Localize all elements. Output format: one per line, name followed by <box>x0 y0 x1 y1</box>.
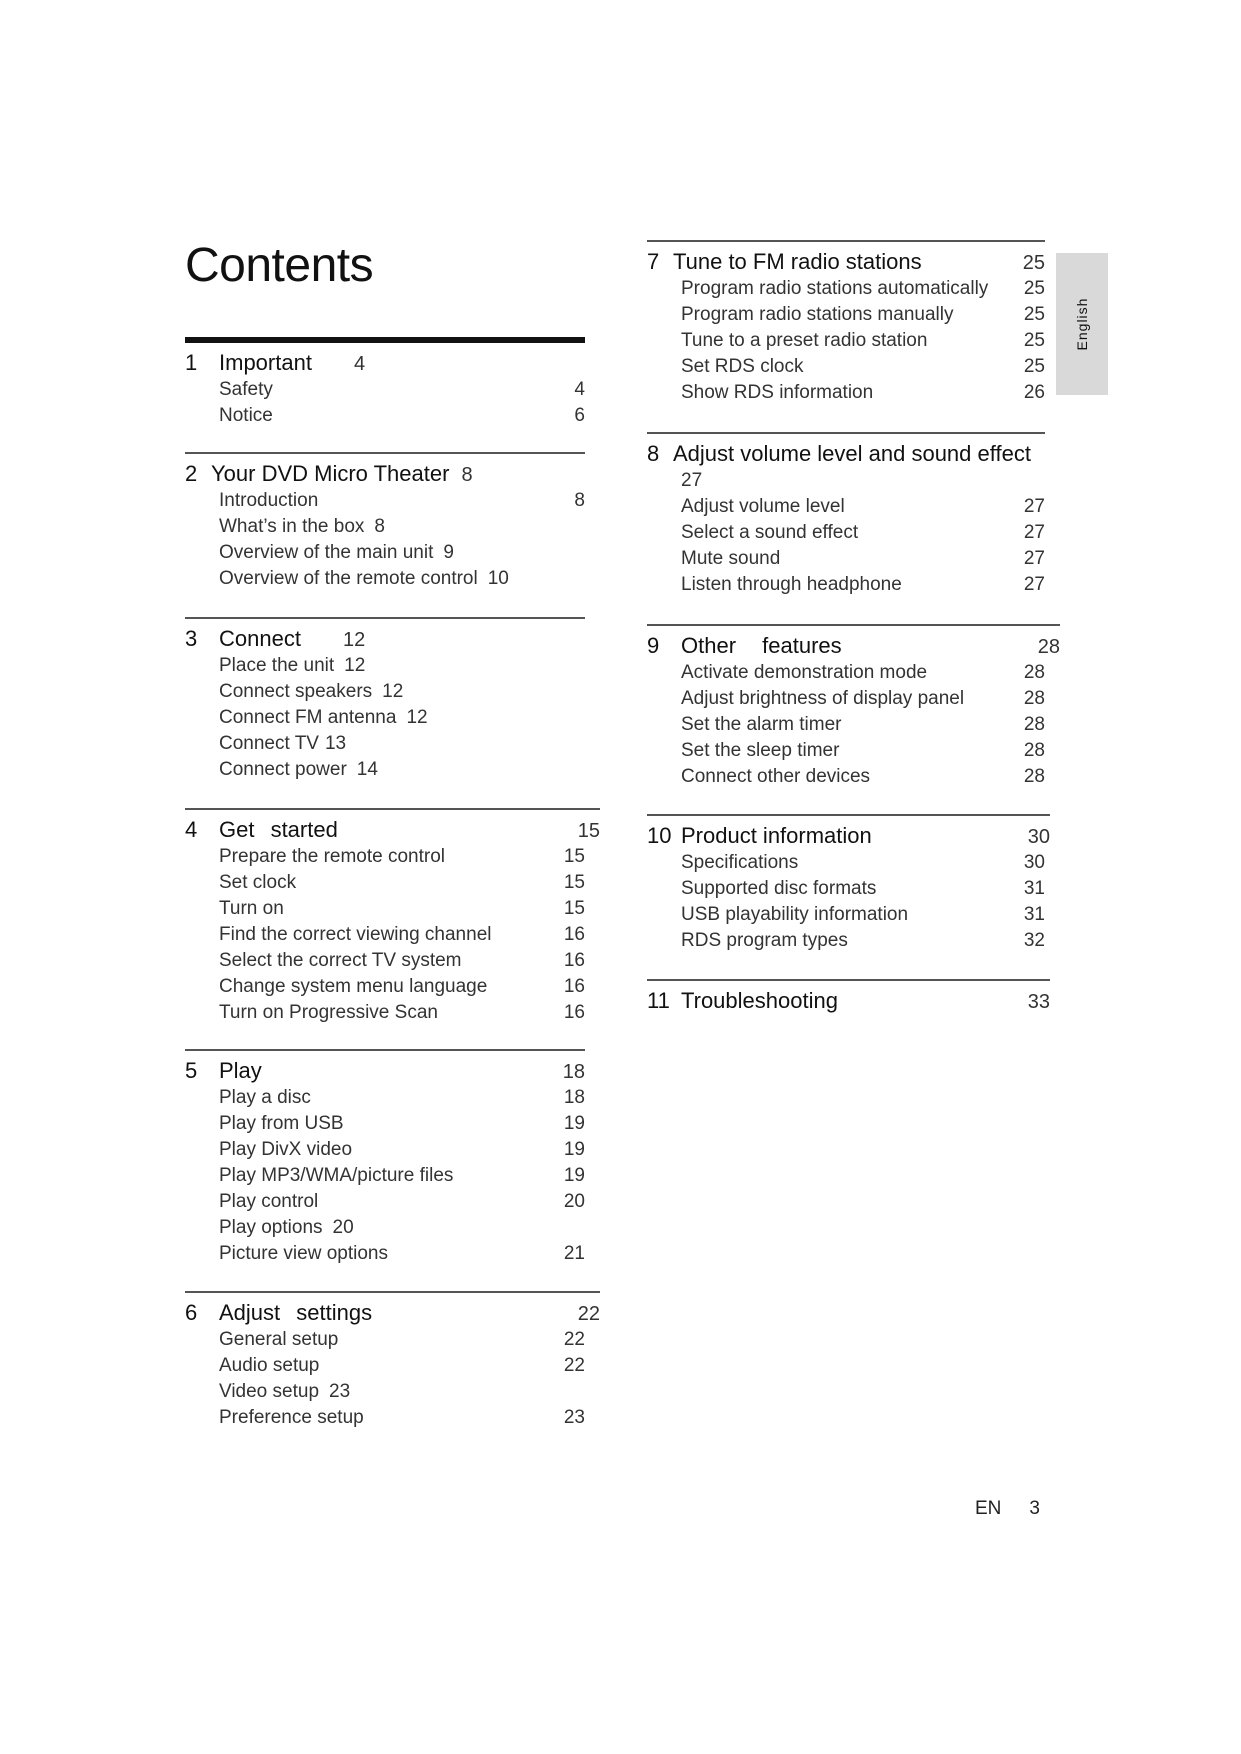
section-page: 33 <box>1027 991 1050 1013</box>
section-number: 6 <box>185 1300 198 1325</box>
section-page: 4 <box>353 353 366 375</box>
section-title: Troubleshooting <box>681 988 838 1013</box>
item-label: Adjust volume level <box>681 496 845 517</box>
toc-item[interactable] <box>185 679 585 705</box>
item-page: 25 <box>1023 304 1045 325</box>
toc-item[interactable] <box>647 738 1060 764</box>
toc-item[interactable] <box>647 354 1045 380</box>
language-label: English <box>1074 297 1090 351</box>
page-title: Contents <box>185 239 374 292</box>
toc-item[interactable] <box>185 403 585 429</box>
item-label: Program radio stations automatically <box>681 278 989 299</box>
toc-item[interactable] <box>647 712 1060 738</box>
item-page: 27 <box>1023 496 1045 517</box>
section-page: 8 <box>461 464 473 486</box>
toc-item[interactable] <box>647 902 1050 928</box>
toc-item[interactable] <box>185 1215 585 1241</box>
item-page: 28 <box>1023 688 1045 709</box>
section-number: 9 <box>647 633 660 658</box>
item-label: Audio setup <box>219 1355 320 1376</box>
toc-item[interactable] <box>185 1000 600 1026</box>
item-page: 22 <box>563 1355 585 1376</box>
item-page: 8 <box>374 516 385 537</box>
item-label: Turn on Progressive Scan <box>219 1002 438 1023</box>
item-page: 18 <box>563 1087 585 1108</box>
toc-item[interactable] <box>185 870 600 896</box>
item-label: Prepare the remote control <box>219 846 446 867</box>
toc-section-1 <box>185 337 585 429</box>
item-page: 19 <box>563 1139 585 1160</box>
item-page: 23 <box>329 1381 351 1402</box>
toc-item[interactable] <box>185 540 585 566</box>
toc-item[interactable] <box>647 276 1045 302</box>
toc-item[interactable] <box>185 731 585 757</box>
item-page: 28 <box>1023 766 1045 787</box>
section-heading[interactable] <box>185 816 600 844</box>
item-page: 15 <box>563 846 585 867</box>
section-number: 5 <box>185 1058 198 1083</box>
item-label: Notice <box>219 405 273 426</box>
toc-item[interactable] <box>647 546 1045 572</box>
section-page: 28 <box>1037 636 1060 658</box>
item-label: Find the correct viewing channel <box>219 924 492 945</box>
toc-item[interactable] <box>647 520 1045 546</box>
section-heading[interactable] <box>185 1057 585 1085</box>
item-page: 15 <box>563 898 585 919</box>
item-label: Set the alarm timer <box>681 714 842 735</box>
toc-section-10 <box>647 814 1050 954</box>
item-label: Select a sound effect <box>681 522 859 543</box>
toc-section-8 <box>647 432 1045 598</box>
item-label: Overview of the main unit <box>219 542 434 563</box>
item-page: 4 <box>574 379 585 400</box>
item-page: 22 <box>563 1329 585 1350</box>
section-title: Tune to FM radio stations <box>673 249 922 274</box>
item-label: Activate demonstration mode <box>681 662 928 683</box>
section-number: 2 <box>185 461 198 486</box>
toc-section-9 <box>647 624 1060 790</box>
toc-item[interactable] <box>185 1085 585 1111</box>
section-page: 18 <box>562 1061 585 1083</box>
item-page: 16 <box>563 1002 585 1023</box>
page-footer <box>975 1498 1040 1520</box>
toc-item[interactable] <box>647 876 1050 902</box>
toc-item[interactable] <box>185 705 585 731</box>
toc-section-4 <box>185 808 600 1026</box>
toc-item[interactable] <box>185 1163 585 1189</box>
item-label: Set clock <box>219 872 297 893</box>
toc-item[interactable] <box>647 494 1045 520</box>
toc-item[interactable] <box>185 1405 600 1431</box>
item-label: General setup <box>219 1329 339 1350</box>
toc-item[interactable] <box>185 844 600 870</box>
item-label: Picture view options <box>219 1243 388 1264</box>
section-title: Get started <box>219 817 338 842</box>
item-label: Select the correct TV system <box>219 950 462 971</box>
item-page: 9 <box>443 542 454 563</box>
section-title: Adjust settings <box>219 1300 373 1325</box>
toc-item[interactable] <box>185 757 585 783</box>
item-label: Play a disc <box>219 1087 311 1108</box>
item-label: Video setup <box>219 1381 320 1402</box>
item-label: Set RDS clock <box>681 356 804 377</box>
item-label: What’s in the box <box>219 516 365 537</box>
item-label: Connect power <box>219 759 347 780</box>
toc-section-11 <box>647 979 1050 1015</box>
item-page: 25 <box>1023 278 1045 299</box>
item-label: Specifications <box>681 852 799 873</box>
item-label: Tune to a preset radio station <box>681 330 928 351</box>
item-page: 28 <box>1023 662 1045 683</box>
section-page: 25 <box>1022 252 1045 274</box>
item-label: Connect other devices <box>681 766 871 787</box>
toc-item[interactable] <box>647 572 1045 598</box>
section-number: 4 <box>185 817 198 842</box>
item-page: 12 <box>344 655 366 676</box>
toc-item[interactable] <box>185 974 600 1000</box>
item-page: 16 <box>563 924 585 945</box>
toc-item[interactable] <box>185 922 600 948</box>
section-page: 12 <box>342 629 366 651</box>
item-page: 31 <box>1023 878 1045 899</box>
item-label: Preference setup <box>219 1407 364 1428</box>
toc-section-7 <box>647 240 1045 406</box>
item-page: 8 <box>574 490 585 511</box>
toc-item[interactable] <box>185 1379 600 1405</box>
item-page: 21 <box>563 1243 585 1264</box>
toc-item[interactable] <box>185 896 600 922</box>
item-label: Adjust brightness of display panel <box>681 688 965 709</box>
item-label: Play MP3/WMA/picture files <box>219 1165 454 1186</box>
section-heading[interactable] <box>185 349 585 377</box>
item-page: 16 <box>563 976 585 997</box>
section-number: 10 <box>647 823 672 848</box>
item-label: Overview of the remote control <box>219 568 478 589</box>
item-page: 12 <box>406 707 428 728</box>
item-label: Connect TV <box>219 733 319 754</box>
item-label: Connect speakers <box>219 681 373 702</box>
toc-item[interactable] <box>185 1327 600 1353</box>
item-label: Turn on <box>219 898 284 919</box>
section-heading[interactable] <box>647 632 1060 660</box>
item-page: 20 <box>332 1217 354 1238</box>
section-title: Adjust volume level and sound effect <box>673 441 1031 466</box>
section-heading[interactable] <box>185 625 585 653</box>
toc-item[interactable] <box>185 488 585 514</box>
item-label: Play options <box>219 1217 323 1238</box>
item-label: Play control <box>219 1191 319 1212</box>
item-page: 23 <box>563 1407 585 1428</box>
language-tab <box>1056 253 1108 395</box>
section-page: 15 <box>577 820 600 842</box>
item-page: 25 <box>1023 330 1045 351</box>
item-page: 32 <box>1023 930 1045 951</box>
item-page: 20 <box>563 1191 585 1212</box>
section-title: Product information <box>681 823 872 848</box>
toc-section-2 <box>185 452 585 592</box>
item-label: Play DivX video <box>219 1139 353 1160</box>
section-title: Connect <box>219 626 301 651</box>
item-page: 19 <box>563 1165 585 1186</box>
item-page: 28 <box>1023 740 1045 761</box>
section-title: Other features <box>681 633 842 658</box>
item-label: Introduction <box>219 490 319 511</box>
footer-language: EN <box>975 1498 1002 1519</box>
item-label: Show RDS information <box>681 382 874 403</box>
item-page: 28 <box>1023 714 1045 735</box>
item-label: RDS program types <box>681 930 848 951</box>
item-label: Place the unit <box>219 655 335 676</box>
item-label: Play from USB <box>219 1113 344 1134</box>
toc-item[interactable] <box>185 1241 585 1267</box>
item-label: Supported disc formats <box>681 878 877 899</box>
item-label: Safety <box>219 379 273 400</box>
item-label: Listen through headphone <box>681 574 902 595</box>
toc-item[interactable] <box>185 1189 585 1215</box>
toc-item[interactable] <box>647 328 1045 354</box>
section-number: 8 <box>647 441 660 466</box>
page-number: 3 <box>1029 1498 1040 1519</box>
item-label: Program radio stations manually <box>681 304 954 325</box>
toc-item[interactable] <box>185 377 585 403</box>
toc-section-5 <box>185 1049 585 1267</box>
toc-item[interactable] <box>647 660 1060 686</box>
toc-item[interactable] <box>185 514 585 540</box>
toc-item[interactable] <box>185 566 585 592</box>
section-page: 22 <box>577 1303 600 1325</box>
item-page: 27 <box>1023 548 1045 569</box>
section-number: 1 <box>185 350 198 375</box>
item-page: 26 <box>1023 382 1045 403</box>
section-title: Your DVD Micro Theater <box>211 461 450 486</box>
toc-item[interactable] <box>647 850 1050 876</box>
section-title: Important <box>219 350 312 375</box>
section-page: 30 <box>1027 826 1050 848</box>
item-label: Change system menu language <box>219 976 488 997</box>
toc-item[interactable] <box>185 1137 585 1163</box>
item-page: 31 <box>1023 904 1045 925</box>
toc-item[interactable] <box>647 302 1045 328</box>
toc-item[interactable] <box>185 1111 585 1137</box>
item-page: 6 <box>574 405 585 426</box>
section-number: 7 <box>647 249 660 274</box>
section-heading[interactable] <box>185 1299 600 1327</box>
section-heading[interactable] <box>647 248 1045 276</box>
toc-item[interactable] <box>647 686 1060 712</box>
item-page: 16 <box>563 950 585 971</box>
toc-item[interactable] <box>647 764 1060 790</box>
item-label: Mute sound <box>681 548 781 569</box>
item-page: 12 <box>382 681 404 702</box>
section-heading[interactable] <box>647 987 1050 1015</box>
item-page: 15 <box>563 872 585 893</box>
item-page: 27 <box>1023 522 1045 543</box>
item-label: Connect FM antenna <box>219 707 397 728</box>
item-page: 30 <box>1023 852 1045 873</box>
section-heading[interactable] <box>185 460 585 488</box>
item-label: Set the sleep timer <box>681 740 840 761</box>
item-page: 27 <box>1023 574 1045 595</box>
toc-section-3 <box>185 617 585 783</box>
item-page: 25 <box>1023 356 1045 377</box>
item-page: 13 <box>324 733 347 754</box>
item-page: 14 <box>356 759 378 780</box>
toc-item[interactable] <box>647 380 1045 406</box>
section-page: 27 <box>681 470 703 491</box>
section-number: 11 <box>647 988 670 1013</box>
toc-item[interactable] <box>185 948 600 974</box>
toc-item[interactable] <box>647 928 1050 954</box>
section-heading[interactable] <box>647 822 1050 850</box>
toc-item[interactable] <box>185 653 585 679</box>
item-page: 19 <box>563 1113 585 1134</box>
section-number: 3 <box>185 626 198 651</box>
item-page: 10 <box>487 568 509 589</box>
section-heading[interactable] <box>647 440 1045 468</box>
toc-item[interactable] <box>185 1353 600 1379</box>
section-title: Play <box>219 1058 262 1083</box>
toc-section-6 <box>185 1291 600 1431</box>
item-label: USB playability information <box>681 904 909 925</box>
